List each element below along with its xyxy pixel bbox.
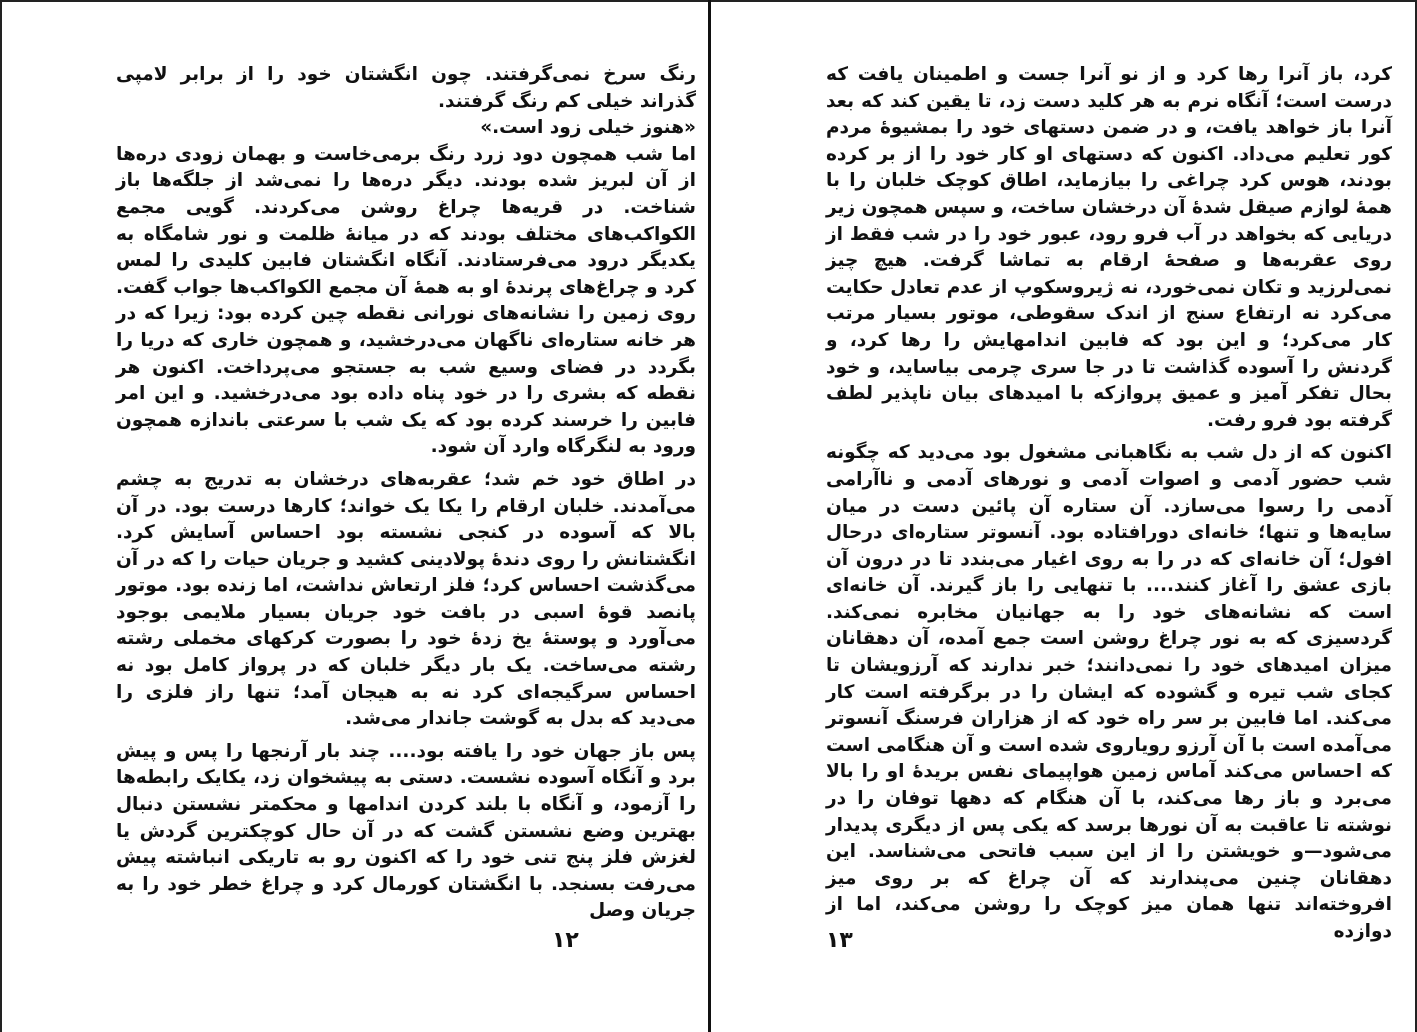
paragraph: «هنوز خیلی زود است.» bbox=[480, 117, 696, 139]
scan-border-left bbox=[0, 0, 2, 1032]
page-gutter bbox=[708, 0, 711, 1032]
paragraph: در اطاق خود خم شد؛ عقربه‌های درخشان به تدریج به چشم می‌آمدند. خلبان ارقام را یکا یک خواند؛ کارها درست بود. در آن بالا که آسوده در کنجی نشسته بود احساس آسایش کرد. انگشتانش را روی دندهٔ پولادینی کشید و جریان حیات را که در آن می‌گذشت احساس کرد؛ فلز ارتعاش نداشت، اما زنده بود. موتور پانصد قوهٔ اسبی در بافت خود جریان بسیار ملایمی بوجود می‌آورد و پوستهٔ یخ زدهٔ خود را بصورت کرکهای مخملی رشته رشته می‌ساخت. یک بار دیگر خلبان که در پرواز کامل بود نه احساس سرگیجه‌ای کرد نه به هیجان آمد؛ تنها راز فلزی را می‌دید که بدل به گوشت جاندار می‌شد. bbox=[116, 468, 696, 730]
paragraph: اما شب همچون دود زرد رنگ برمی‌خاست و بهمان زودی دره‌ها از آن لبریز شده بودند. دیگر دره‌ها را نمی‌شد از جلگه‌ها باز شناخت. در قریه‌ها چراغ روشن می‌کردند. گویی مجمع الکواکب‌های مختلف بودند که در میانهٔ ظلمت و نور شامگاه به یکدیگر درود می‌فرستادند. آنگاه انگشتان فابین کلیدی را لمس کرد و چراغ‌های پرندهٔ او به همهٔ آن مجمع الکواکب‌ها جواب گفت. روی زمین را نشانه‌های نورانی نقطه چین کرده بود: زیرا که در هر خانه ستاره‌ای ناگهان می‌درخشید، و همچون خاری که دریا را بگردد در فضای وسیع شب به جستجو می‌پرداخت. اکنون هر نقطه که بشری را در خود پناه داده بود می‌درخشید. و این امر فابین را خرسند کرده بود که یک شب با سرعتی باندازه همچون ورود به لنگرگاه وارد آن شود. bbox=[116, 143, 696, 458]
left-page-text bbox=[116, 62, 696, 925]
paragraph: پس باز جهان خود را یافته بود.... چند بار آرنجها را پس و پیش برد و آنگاه آسوده نشست. دستی به پیشخوان زد، یکایک رابطه‌ها را آزمود، و آنگاه با بلند کردن اندامها و محکمتر نشستن دنبال بهترین وضع نشستن گشت که در آن حال کوچکترین گردش یا لغزش فلز پنج تنی خود را که اکنون رو به تاریکی انباشته پیش می‌رفت بسنجد. با انگشتان کورمال کرد و چراغ خطر خود را به جریان وصل bbox=[116, 740, 696, 922]
paragraph: اکنون که از دل شب به نگاهبانی مشغول بود می‌دید که چگونه شب حضور آدمی و اصوات آدمی و نورهای آدمی و ناآرامی آدمی را رسوا می‌سازد. آن ستاره آن پائین دست در میان سایه‌ها و تنها؛ خانه‌ای دورافتاده بود. آنسوتر ستاره‌ای درحال افول؛ آن خانه‌ای که در را به روی اغیار می‌بندد تا در درون آن بازی عشق را آغاز کنند.... با تنهایی را باز گیرند. آن خانه‌ای است که نشانه‌های خود را به جهانیان مخابره نمی‌کند. گردسیزی که به نور چراغ روشن است جمع آمده، آن دهقانان میزان امیدهای خود را نمی‌دانند؛ خبر ندارند که آرزویشان تا کجای شب تیره و گشوده که ایشان را در برگرفته است کار می‌کند. اما فابین بر سر راه خود که از هزاران فرسنگ آنسوتر می‌آمده است با آن آرزو رویاروی شده است و آن هنگامی است که احساس می‌کند آماس زمین هواپیمای نفس بریدهٔ او را بالا می‌برد و باز رها می‌کند، با آن هنگام که دهها توفان را در نوشته تا عاقبت به آن نورها برسد که یکی پس از دیگری پدیدار می‌شود—و خویشتن را از این سبب فاتحی می‌شناسد. این دهقانان چنین می‌پندارند که آن چراغ که بر روی میز افروخته‌اند تنها همان میز کوچک را روشن می‌کند، اما از دوازده bbox=[826, 442, 1392, 942]
right-page bbox=[826, 62, 1392, 946]
right-page-number: ۱۳ bbox=[826, 928, 853, 953]
left-page-number: ۱۲ bbox=[552, 928, 579, 953]
paragraph: رنگ سرخ نمی‌گرفتند. چون انگشتان خود را از برابر لامپی گذراند خیلی کم رنگ گرفتند. bbox=[116, 64, 696, 112]
left-page bbox=[116, 62, 696, 925]
right-page-text bbox=[826, 62, 1392, 946]
paragraph: کرد، باز آنرا رها کرد و از نو آنرا جست و اطمینان یافت که درست است؛ آنگاه نرم به هر کلید دست زد، تا یقین کند که بعد آنرا باز خواهد یافت، و در ضمن دستهای خود را بمشیوهٔ مردم کور تعلیم می‌داد. اکنون که دستهای او کار خود را از بر کرده بودند، هوس کرد چراغی را بیازماید، اطاق کوچک خلبان را با همهٔ لوازم صیقل شدهٔ آن درخشان ساخت، و سپس همچون زیر دریایی که بخواهد در آب فرو رود، عبور خود را در شب فقط از روی عقربه‌ها و صفحهٔ ارقام به تماشا گرفت. هیچ چیز نمی‌لرزید و تکان نمی‌خورد، نه ژیروسکوپ از عدم تعادل حکایت می‌کرد نه ارتفاع سنج از اندک سقوطی، موتور بسیار مرتب کار می‌کرد؛ و این بود که فابین اندامهایش را رها کرد، و گردنش را آسوده گذاشت تا در جا سری چرمی بیاساید، و خود بحال تفکر آمیز و عمیق پروازکه با امیدهای بیان ناپذیر لطف گرفته بود فرو رفت. bbox=[826, 64, 1392, 431]
